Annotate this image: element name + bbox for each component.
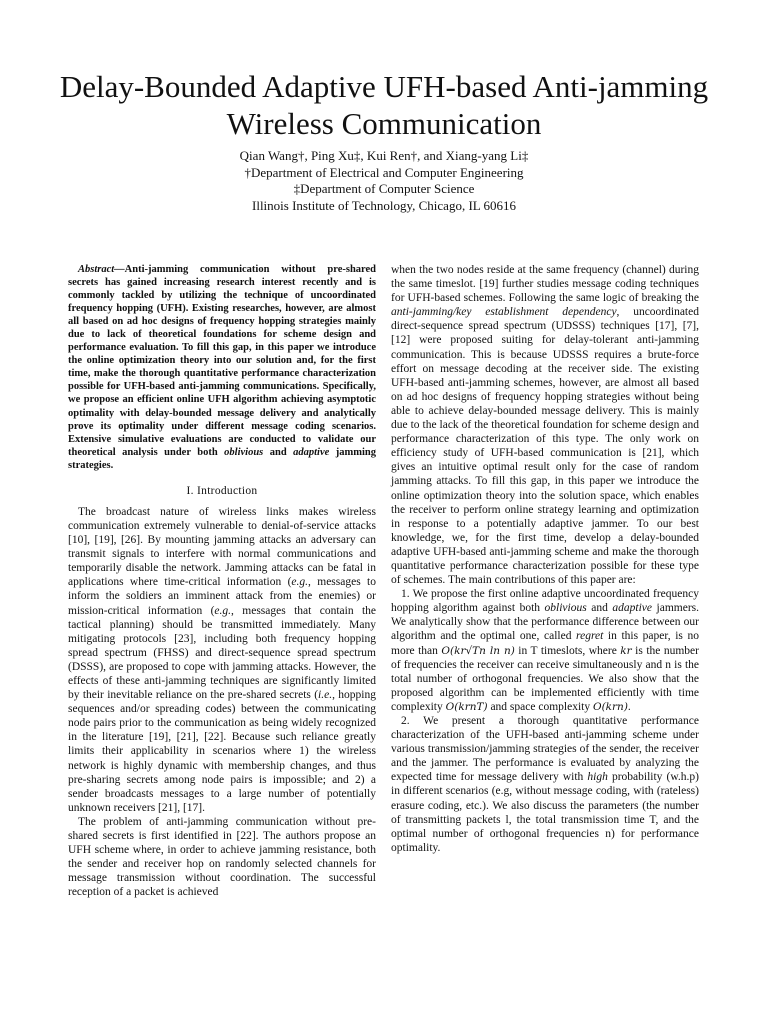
- intro-paragraph-2: The problem of anti-jamming communication without pre-shared secrets is first identified in [22]. The authors propose an UFH scheme where, in order to achieve jamming resistance, both the sender and receiver hop on randomly selected channels for message transmission without coordination. The successful reception of a packet is achieved: [68, 815, 376, 899]
- title-line-2: Wireless Communication: [226, 106, 542, 141]
- math-regret-bound: O(kr√Tn ln n): [441, 644, 515, 657]
- author-names: Qian Wang†, Ping Xu‡, Kui Ren†, and Xiang-yang Li‡: [239, 148, 529, 163]
- intro-p1-ie: i.e.: [318, 689, 333, 702]
- intro-p1-text-a: The broadcast nature of wireless links makes wireless communication extremely vulnerable to denial-of-service attacks [10], [19], [26]. By mounting jamming attacks an adversary can transmit signals to interfere with normal communications and temporarily disable the network. Jamming attacks can be fatal in applications where time-critical information (: [68, 505, 376, 589]
- contribution-2: [391, 714, 699, 855]
- contribution-1: [391, 587, 699, 714]
- left-column: [68, 263, 376, 899]
- contribution-1-keyword-oblivious: oblivious: [544, 602, 587, 615]
- contribution-1-keyword-regret: regret: [576, 630, 604, 643]
- intro-paragraph-1: [68, 505, 376, 815]
- contribution-1-text-g: and space complexity: [487, 700, 593, 713]
- math-kr: kr: [620, 644, 632, 657]
- contribution-1-text-b: and: [586, 602, 613, 615]
- right-p1-text-a: when the two nodes reside at the same frequency (channel) during the same timeslot. [19] further studies message coding techniques for UFH-based schemes. Following the same logic of breaking the: [391, 264, 699, 305]
- contribution-1-text-d: in this paper, is no more than: [391, 630, 700, 657]
- intro-p1-text-c: , messages that contain the tactical planning) should be transmitted immediately. Many mitigating protocols [23], including both frequency hopping spread spectrum (FHSS) and direct-sequence spread spectrum (DSSS), are proposed to cope with jamming attacks. However, the effects of these anti-jamming techniques are significantly limited by their inevitable reliance on the pre-shared secrets (: [68, 604, 376, 702]
- right-p1-keyword-dependency: anti-jamming/key establishment dependency: [391, 306, 617, 319]
- abstract: [68, 263, 376, 472]
- contribution-2-text-a: 2. We present a thorough quantitative performance characterization of the UFH-based anti-jamming scheme under various transmission/jamming strategies of the sender, the receiver and the jammer. The performance is evaluated by analyzing the expected time for message delivery with: [391, 715, 699, 784]
- affiliation-1: †Department of Electrical and Computer Engineering: [244, 164, 524, 180]
- contribution-1-text-a: 1. We propose the first online adaptive uncoordinated frequency hopping algorithm against both: [391, 588, 699, 615]
- contribution-1-text-h: .: [627, 700, 631, 713]
- paper-title: [40, 68, 728, 142]
- contribution-2-text-b: probability (w.h.p) in different scenarios (e.g, without message coding, with (rateless) erasure coding, etc.). We also discuss the parameters (the number of transmitting packets l, the total transmission time T, and the optimal number of orthogonal frequencies n) for performance optimality.: [391, 771, 699, 854]
- intro-paragraph-continued: [391, 263, 699, 587]
- contribution-1-keyword-adaptive: adaptive: [612, 602, 652, 615]
- contribution-2-keyword-high: high: [587, 771, 608, 784]
- contribution-1-text-c: jammers. We analytically show that the performance difference between our algorithm and the optimal one, called: [391, 602, 700, 643]
- contribution-1-text-f: is the number of frequencies the receiver can receive simultaneously and n is the total number of orthogonal frequencies. We also show that the proposed algorithm can be implemented efficiently with time complexity: [391, 644, 699, 713]
- affiliation-3: Illinois Institute of Technology, Chicago, IL 60616: [252, 197, 516, 213]
- section-heading-introduction: I. Introduction: [186, 484, 258, 497]
- abstract-text-a: Anti-jamming communication without pre-shared secrets has gained increasing research interest recently and is commonly tackled by utilizing the technique of uncoordinated frequency hopping (UFH). Existing researches, however, are almost all based on ad hoc designs of frequency hopping strategies mainly due to lack of theoretical foundations for scheme design and performance evaluation. To fill this gap, in this paper we introduce the online optimization theory into our solution and, for the first time, make the thorough quantitative performance characterization possible for UFH-based anti-jamming communications. Specifically, we propose an efficient online UFH algorithm achieving asymptotic optimality with delay-bounded message delivery and analytically prove its optimality under different message coding scenarios. Extensive simulative evaluations are conducted to validate our theoretical analysis under both: [68, 264, 376, 458]
- title-line-1: Delay-Bounded Adaptive UFH-based Anti-jamming: [59, 69, 709, 104]
- right-p1-text-b: , uncoordinated direct-sequence spread spectrum (UDSSS) techniques [17], [7], [12] were proposed suiting for delay-tolerant anti-jamming communication. This is because UDSSS requires a brute-force effort on message decoding at the receiver side. The existing UFH-based anti-jamming schemes, however, are almost all based on ad hoc designs of frequency hopping strategies without being able to achieve delay-bounded message delivery. This is mainly due to the lack of the theoretical foundation for scheme design and performance characterization of this type. The only work on efficiency study of UFH-based communication is [21], which gives an intuitive optimal result only for the case of random jamming attacks. To fill this gap, in this paper we introduce the online optimization theory into the solution space, which enables the receiver to perform online strategy learning and optimization in response to a potentially adaptive jammer. To our best knowledge, we, for the first time, develop a delay-bounded adaptive UFH-based anti-jamming scheme and make the thorough quantitative performance characterization possible for these type of schemes. The main contributions of this paper are:: [391, 306, 699, 587]
- intro-p1-text-d: , hopping sequences and/or spreading codes) between the communicating node pairs prior to the communication as being widely recognized in the literature [19], [21], [22]. Because such reliance greatly limits their applicability in scenarios where 1) the wireless network is highly dynamic with membership changes, and thus pre-sharing secrets among node pairs is impossible; and 2) a sender broadcasts messages to a large number of potentially unknown receivers [21], [17].: [68, 689, 376, 814]
- math-space-complexity: O(krn): [592, 700, 628, 713]
- right-column: [391, 263, 699, 855]
- author-block: [40, 148, 728, 214]
- math-time-complexity: O(krnT): [445, 700, 488, 713]
- abstract-text-b: and: [263, 446, 294, 458]
- intro-p1-eg-2: e.g.: [214, 604, 232, 617]
- intro-p1-text-b: , messages to inform the soldiers an imminent attack from the enemies) or mission-critical information (: [68, 576, 376, 617]
- contribution-1-text-e: in T timeslots, where: [514, 644, 621, 657]
- abstract-text-c: jamming strategies.: [68, 446, 377, 471]
- intro-p1-eg-1: e.g.: [291, 576, 309, 589]
- abstract-keyword-oblivious: oblivious: [224, 446, 264, 458]
- abstract-keyword-adaptive: adaptive: [293, 446, 330, 458]
- abstract-label: Abstract—: [78, 264, 125, 275]
- affiliation-2: ‡Department of Computer Science: [293, 181, 475, 196]
